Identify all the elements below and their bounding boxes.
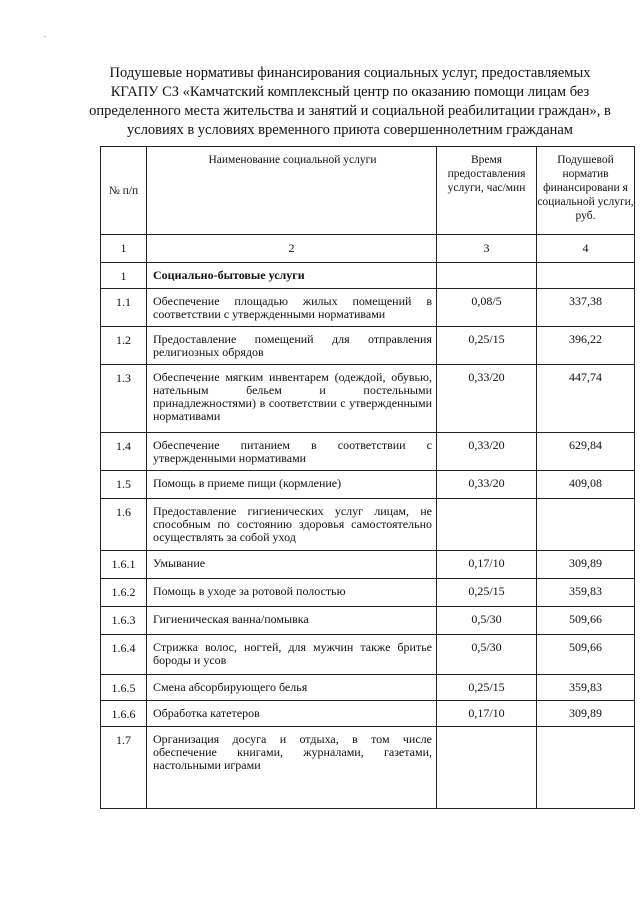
row-number: 1.3 xyxy=(101,365,147,433)
service-norm xyxy=(537,727,635,809)
row-number: 1.4 xyxy=(101,433,147,471)
service-norm: 409,08 xyxy=(537,471,635,499)
service-norm: 309,89 xyxy=(537,551,635,579)
title-line: КГАПУ СЗ «Камчатский комплексный центр по оказанию помощи лицам без xyxy=(110,84,590,100)
table-row xyxy=(101,727,635,809)
service-time: 0,33/20 xyxy=(437,471,537,499)
header-name: Наименование социальной услуги xyxy=(147,147,437,235)
service-norm: 359,83 xyxy=(537,579,635,607)
service-time: 0,25/15 xyxy=(437,675,537,701)
service-name: Помощь в приеме пищи (кормление) xyxy=(147,471,437,499)
service-name: Обработка катетеров xyxy=(147,701,437,727)
document-title xyxy=(60,64,640,140)
row-number: 1.2 xyxy=(101,327,147,365)
service-time xyxy=(437,499,537,551)
title-line: условиях в условиях временного приюта совершеннолетним гражданам xyxy=(127,122,573,138)
service-name: Смена абсорбирующего белья xyxy=(147,675,437,701)
service-time xyxy=(437,727,537,809)
row-number: 1.6.6 xyxy=(101,701,147,727)
table-row xyxy=(101,263,635,289)
row-number: 1.5 xyxy=(101,471,147,499)
service-name: Стрижка волос, ногтей, для мужчин также бритье бороды и усов xyxy=(147,635,437,675)
table-row xyxy=(101,327,635,365)
table-row xyxy=(101,635,635,675)
scan-speck xyxy=(44,36,46,37)
service-norm: 447,74 xyxy=(537,365,635,433)
index-cell: 1 xyxy=(101,235,147,263)
service-norm xyxy=(537,499,635,551)
service-norm xyxy=(537,263,635,289)
service-name: Помощь в уходе за ротовой полостью xyxy=(147,579,437,607)
service-norm: 337,38 xyxy=(537,289,635,327)
service-norm: 509,66 xyxy=(537,607,635,635)
table-row xyxy=(101,499,635,551)
service-time: 0,5/30 xyxy=(437,607,537,635)
service-name: Обеспечение площадью жилых помещений в соответствии с утвержденными нормативами xyxy=(147,289,437,327)
index-cell: 4 xyxy=(537,235,635,263)
row-number: 1.6.3 xyxy=(101,607,147,635)
service-time: 0,17/10 xyxy=(437,701,537,727)
row-number: 1 xyxy=(101,263,147,289)
table-row xyxy=(101,701,635,727)
table-row xyxy=(101,365,635,433)
norms-table xyxy=(100,146,635,809)
service-norm: 359,83 xyxy=(537,675,635,701)
index-cell: 3 xyxy=(437,235,537,263)
service-time: 0,33/20 xyxy=(437,433,537,471)
table-index-row xyxy=(101,235,635,263)
table-row xyxy=(101,607,635,635)
service-time: 0,17/10 xyxy=(437,551,537,579)
service-name: Умывание xyxy=(147,551,437,579)
index-cell: 2 xyxy=(147,235,437,263)
table-row xyxy=(101,579,635,607)
service-time: 0,5/30 xyxy=(437,635,537,675)
service-time: 0,08/5 xyxy=(437,289,537,327)
service-name: Социально-бытовые услуги xyxy=(147,263,437,289)
row-number: 1.6.2 xyxy=(101,579,147,607)
service-time: 0,33/20 xyxy=(437,365,537,433)
service-time: 0,25/15 xyxy=(437,327,537,365)
table-row xyxy=(101,675,635,701)
row-number: 1.6.1 xyxy=(101,551,147,579)
row-number: 1.6.4 xyxy=(101,635,147,675)
table-header-row xyxy=(101,147,635,235)
header-num: № п/п xyxy=(101,147,147,235)
table-row xyxy=(101,433,635,471)
row-number: 1.6 xyxy=(101,499,147,551)
table-row xyxy=(101,471,635,499)
service-name: Предоставление гигиенических услуг лицам, не способным по состоянию здоровья самостоятельно осуществлять за собой уход xyxy=(147,499,437,551)
row-number: 1.1 xyxy=(101,289,147,327)
norms-table-body xyxy=(101,147,635,809)
header-time: Время предоставления услуги, час/мин xyxy=(437,147,537,235)
service-time: 0,25/15 xyxy=(437,579,537,607)
table-row xyxy=(101,289,635,327)
service-name: Обеспечение питанием в соответствии с утвержденными нормативами xyxy=(147,433,437,471)
service-name: Организация досуга и отдыха, в том числе обеспечение книгами, журналами, газетами, настольными играми xyxy=(147,727,437,809)
service-name: Обеспечение мягким инвентарем (одеждой, обувью, нательным бельем и постельными принадлежностями) в соответствии с утвержденными нормативами xyxy=(147,365,437,433)
service-norm: 396,22 xyxy=(537,327,635,365)
title-line: определенного места жительства и занятий и социальной реабилитации граждан», в xyxy=(89,103,611,119)
service-time xyxy=(437,263,537,289)
service-norm: 309,89 xyxy=(537,701,635,727)
row-number: 1.7 xyxy=(101,727,147,809)
service-name: Гигиеническая ванна/помывка xyxy=(147,607,437,635)
service-norm: 509,66 xyxy=(537,635,635,675)
header-norm: Подушевой норматив финансировани я социальной услуги, руб. xyxy=(537,147,635,235)
service-name: Предоставление помещений для отправления религиозных обрядов xyxy=(147,327,437,365)
service-norm: 629,84 xyxy=(537,433,635,471)
title-line: Подушевые нормативы финансирования социальных услуг, предоставляемых xyxy=(109,65,591,81)
table-row xyxy=(101,551,635,579)
row-number: 1.6.5 xyxy=(101,675,147,701)
